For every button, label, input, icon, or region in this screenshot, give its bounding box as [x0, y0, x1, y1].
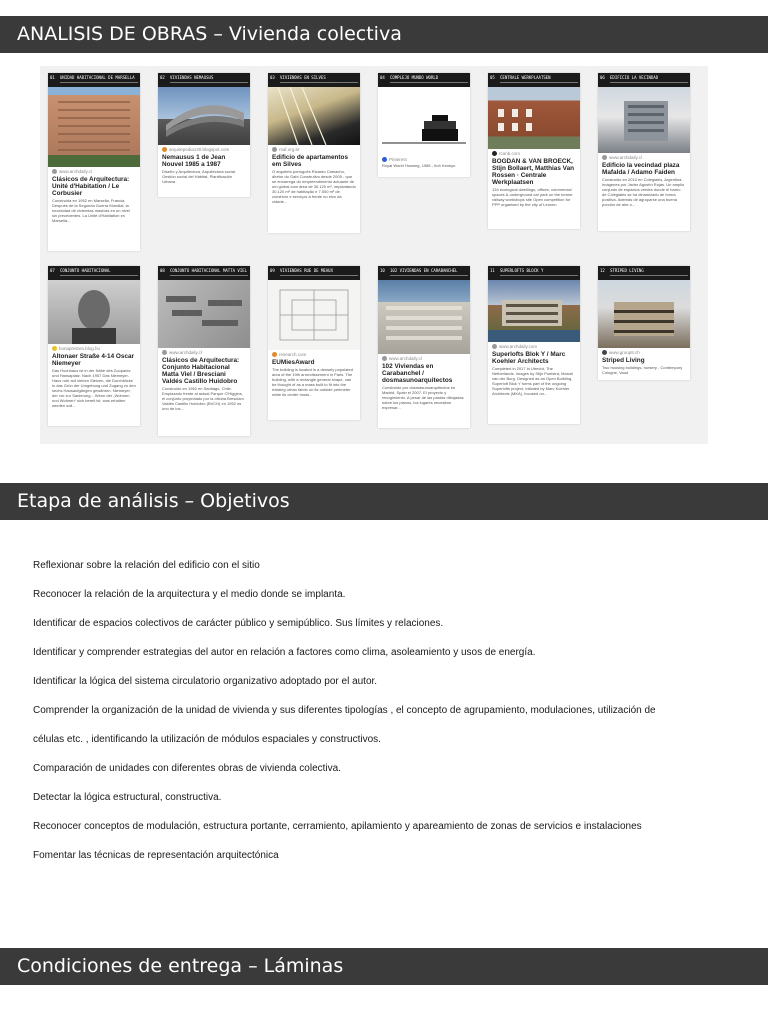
card-description: Construido en 1962 en Santiago, Chile. Emplazado frente al actual Parque O'Higgins, el conjunto proyectado por la oficina Bresciani Valdés Castillo Huidobro (BVCH) en 1952 es uno de los...: [162, 386, 244, 412]
work-card[interactable]: [488, 266, 580, 424]
work-card[interactable]: [488, 73, 580, 229]
objective-item: Identificar y comprender estrategias del autor en relación a factores como clima, asoleamiento y usos de energía.: [33, 647, 536, 658]
card-header: 11 SUPERLOFTS BLOCK Y: [488, 266, 580, 280]
source-icon: [162, 350, 167, 355]
source-icon: [162, 147, 167, 152]
source-icon: [492, 344, 497, 349]
card-title: Striped Living: [602, 357, 645, 365]
card-title: 102 Viviendas en Carabanchel / dosmasunoarquitectos: [382, 363, 453, 385]
card-description: Construido en 2010 en Colegiales, Argentina. Imágenes por Javier Agustín Rojas. Un amplio conjunto de espacios verdes donde el barrio de Colegiales se ha dinamizado de forma positiva. Además de agruparse una buena porción de aire o...: [602, 177, 685, 208]
building-photo: [488, 280, 580, 342]
objective-item: Reconocer la relación de la arquitectura y el medio donde se implanta.: [33, 589, 346, 600]
card-description: 134 ecological dwellings, offices, commercial spaces & underground car park on the former railway workshops site Open competition for PPP organised by the city of Leuven: [492, 187, 573, 208]
card-source: www.group8.ch: [598, 348, 690, 355]
card-source: rcanb.com: [488, 149, 580, 156]
work-card[interactable]: [268, 266, 360, 420]
card-description: Two housing buildings, nursery - Contempory Cologne, Vaud: [602, 365, 683, 376]
objective-item: Reconocer conceptos de modulación, estructura portante, cerramiento, apilamiento y apareamiento de zonas de servicios e instalaciones: [33, 821, 642, 832]
work-card[interactable]: [598, 266, 690, 380]
objective-item: células etc. , identificando la utilización de módulos espaciales y constructivos.: [33, 734, 381, 745]
card-header: 12 STRIPED LIVING: [598, 266, 690, 280]
card-header: 09 VIVIENDAS RUE DE MEAUX: [268, 266, 360, 280]
card-source: rsaf.org.br: [268, 145, 360, 152]
building-photo: [268, 87, 360, 145]
card-source: arquitepedia130.blogspot.com: [158, 145, 250, 152]
card-source: www.archdaily.cl: [598, 153, 690, 160]
works-board: [40, 66, 708, 444]
card-header: 02 VIVIENDAS NEMAUSUS: [158, 73, 250, 87]
architect-portrait: [48, 280, 140, 344]
card-title: BOGDAN & VAN BROECK, Stijn Bollaert, Matthias Van Rossen · Centrale Werkplaatsen: [492, 158, 575, 187]
card-title: Altonaer Straße 4-14 Oscar Niemeyer: [52, 353, 135, 368]
card-header: 10 102 VIVIENDAS EN CARABANCHEL: [378, 266, 470, 280]
card-header: 08 CONJUNTO HABITACIONAL MATTA VIEL: [158, 266, 250, 280]
objective-item: Comparación de unidades con diferentes obras de vivienda colectiva.: [33, 763, 341, 774]
source-icon: [52, 346, 57, 351]
building-photo: [48, 87, 140, 167]
building-photo: [598, 87, 690, 153]
card-title: Edificio de apartamentos em Silves: [272, 154, 348, 169]
objective-item: Detectar la lógica estructural, constructiva.: [33, 792, 222, 803]
work-card[interactable]: [598, 73, 690, 231]
work-card[interactable]: [158, 266, 250, 436]
card-source: www.archdaily.cl: [48, 167, 140, 174]
source-icon: [382, 356, 387, 361]
objective-item: Comprender la organización de la unidad de vivienda y sus diferentes tipologías , el concepto de agrupamiento, modulaciones, utilización de: [33, 705, 656, 716]
work-card[interactable]: [158, 73, 250, 197]
work-card[interactable]: [378, 73, 470, 177]
objective-item: Reflexionar sobre la relación del edificio con el sitio: [33, 560, 260, 571]
source-icon: [492, 151, 497, 156]
card-description: Royal World Housing, 1985 - Itoh Kenkyu: [382, 163, 456, 169]
source-icon: [272, 147, 277, 152]
card-description: Construida en 1952 en Marsella, Francia. Después de la Segunda Guerra Mundial, la necesidad de viviendas masivas en un nivel sin precedentes. La Unité d'Habitation en Marsella...: [52, 198, 130, 224]
section-header-etapa: Etapa de análisis – Objetivos: [0, 483, 768, 520]
card-source: honapretzen.blog.hu: [48, 344, 140, 351]
card-description: Completed in 2017 in Utrecht, The Netherlands. Images by Stijn Poelstra, Marcel van der Burg. Designed as an Open Building, Superloft Blok Y forms part of the ongoing Superlofts project, initiated by Marc Koehler Architects (MKA), focused on...: [492, 366, 574, 397]
section-header-condiciones: Condiciones de entrega – Láminas: [0, 948, 768, 985]
card-header: 07 CONJUNTO HABITACIONAL: [48, 266, 140, 280]
building-photo: [488, 87, 580, 149]
card-source: www.archdaily.cl: [378, 354, 470, 361]
card-title: Edificio la vecindad plaza Mafalda / Adamo Faiden: [602, 162, 680, 177]
objective-item: Identificar la lógica del sistema circulatorio organizativo adoptado por el autor.: [33, 676, 378, 687]
card-header: 05 CENTRALE WERKPLAATSEN: [488, 73, 580, 87]
objective-item: Identificar de espacios colectivos de carácter público y semipúblico. Sus límites y relaciones.: [33, 618, 444, 629]
work-card[interactable]: [268, 73, 360, 233]
work-card[interactable]: [48, 266, 140, 426]
source-icon: [602, 350, 607, 355]
building-drawing: [378, 87, 470, 155]
card-title: Nemausus 1 de Jean Nouvel 1985 a 1987: [162, 154, 226, 169]
card-title: Superlofts Blok Y / Marc Koehler Architects: [492, 351, 566, 366]
card-source: research.com: [268, 350, 360, 357]
building-photo: [598, 280, 690, 348]
card-source: www.archdaily.com: [488, 342, 580, 349]
card-source: www.archdaily.cl: [158, 348, 250, 355]
card-description: The building is located in a densely populated area of the 19th arrondissement in Paris. The building, with a rectangle general shape, can be thought of as a mass built to fit into the existing urban fabric on its outside perimeter while its center hosts...: [272, 367, 353, 398]
card-description: Das Hochhaus ist in der Nähe des Zooparks und Hansaplatz. Nach 1957 Das Niemeyer-Haus ruht auf sieben Stelzen, die Durchblicke in das Grün der Umgebung und Zugang zu den sechs Hausaufgängen gewähren. Niemeyer, der vor zur Sanierung... Wenn der „Wohnen und Wohnen“ sich bereit ist, was erhalten werden soll...: [52, 368, 136, 409]
card-title: Clásicos de Arquitectura: Conjunto Habitacional Matta Viel / Bresciani Valdés Castillo Huidobro: [162, 357, 240, 386]
card-header: 03 VIVIENDAS EN SILVES: [268, 73, 360, 87]
section-header-obras: ANALISIS DE OBRAS – Vivienda colectiva: [0, 16, 768, 53]
card-header: 04 COMPLEJO MUNDO WORLD: [378, 73, 470, 87]
card-description: O arquiteto português Ricardo Camacho, diretor do Gabi Construtivo desde 2005 - que se encarrega do empreendimento actuante de um global com área de 30.120 m², implantando 30.120 m² de habitação e 7.000 m² de comércio e serviços à frente no eixo da cidade...: [272, 169, 356, 205]
source-icon: [272, 352, 277, 357]
card-title: EUMiesAward: [272, 359, 315, 367]
source-icon: [602, 155, 607, 160]
card-description: Construido por dosmasunoarquitectos en Madrid, Spain el 2007. El proyecto y recogimiento. A pesar de las pautas dibujadas sobre los planos, los lugares necesitan expresar...: [382, 385, 464, 411]
card-source: Pinterest: [378, 155, 470, 162]
work-card[interactable]: [378, 266, 470, 428]
card-description: Diseño y Arquitectura, Arquitectura social. Gestión social del Hábitat, Planificación Urbana: [162, 169, 237, 184]
card-header: 06 EDIFICIO LA VECINDAD: [598, 73, 690, 87]
card-title: Clásicos de Arquitectura: Unité d'Habitation / Le Corbusier: [52, 176, 130, 198]
building-photo: [378, 280, 470, 354]
aerial-photo: [158, 280, 250, 348]
source-icon: [382, 157, 387, 162]
source-icon: [52, 169, 57, 174]
building-photo: [158, 87, 250, 145]
work-card[interactable]: [48, 73, 140, 251]
card-header: 01 UNIDAD HABITACIONAL DE MARSELLA: [48, 73, 140, 87]
objective-item: Fomentar las técnicas de representación arquitectónica: [33, 850, 279, 861]
plan-drawing: [268, 280, 360, 350]
